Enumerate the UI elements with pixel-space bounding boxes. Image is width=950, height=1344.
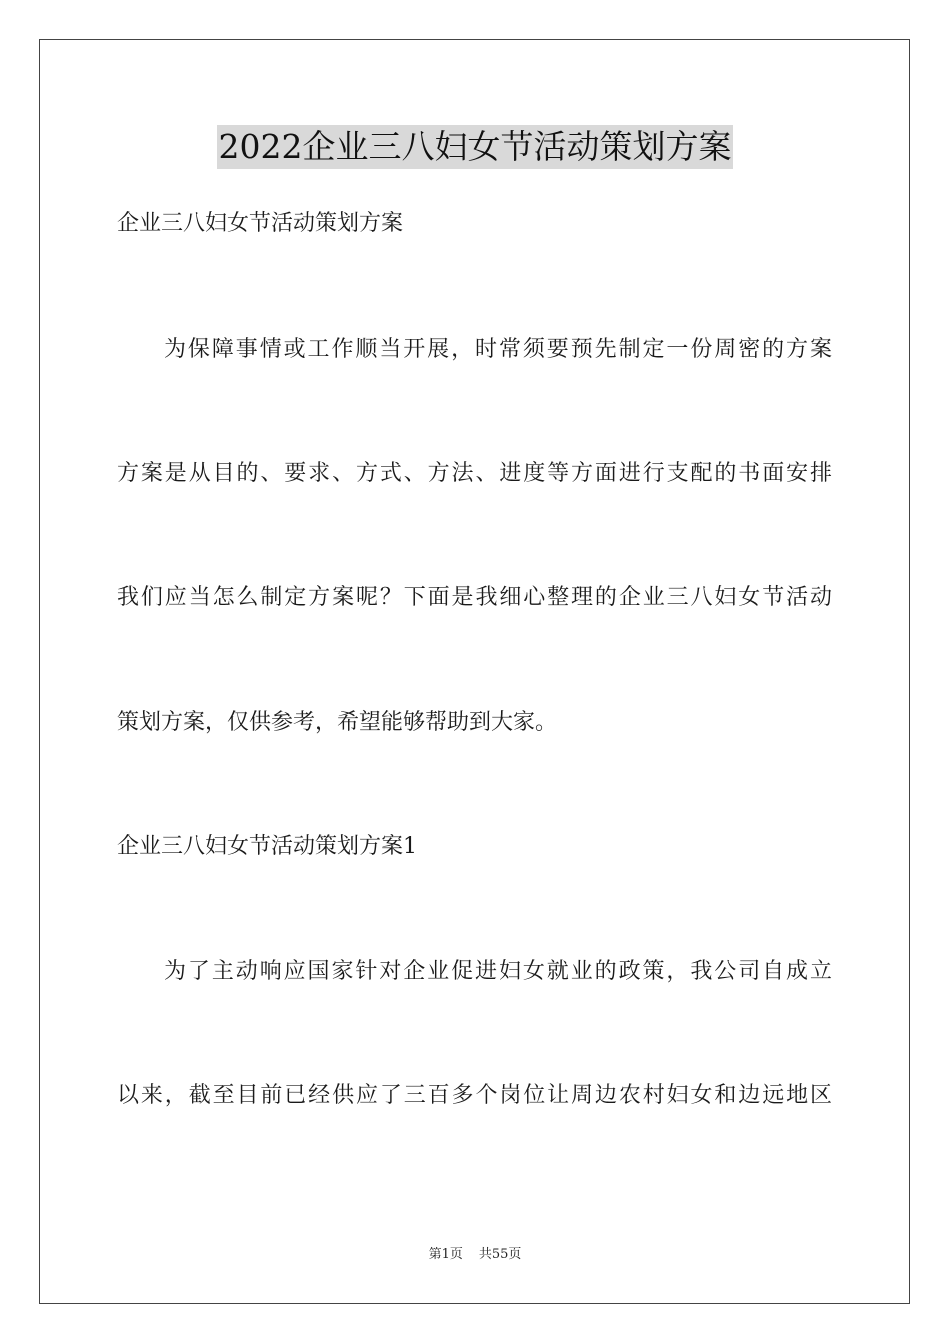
paragraph-line: 策划方案，仅供参考，希望能够帮助到大家。 — [117, 710, 558, 735]
page-number: 第1页 — [428, 1247, 463, 1262]
section-heading: 企业三八妇女节活动策划方案1 — [117, 834, 417, 859]
title-container — [0, 125, 950, 169]
page-footer — [0, 1246, 950, 1264]
total-pages: 共55页 — [478, 1247, 522, 1262]
paragraph-line: 为保障事情或工作顺当开展，时常须要预先制定一份周密的方案 — [164, 337, 832, 362]
paragraph-line: 我们应当怎么制定方案呢？下面是我细心整理的企业三八妇女节活动 — [117, 585, 832, 610]
paragraph-line: 方案是从目的、要求、方式、方法、进度等方面进行支配的书面安排 — [117, 461, 832, 486]
paragraph-line: 为了主动响应国家针对企业促进妇女就业的政策，我公司自成立 — [164, 959, 832, 984]
paragraph-line: 以来，截至目前已经供应了三百多个岗位让周边农村妇女和边远地区 — [117, 1083, 832, 1108]
document-title: 2022企业三八妇女节活动策划方案 — [217, 125, 734, 169]
document-subtitle: 企业三八妇女节活动策划方案 — [117, 211, 404, 236]
